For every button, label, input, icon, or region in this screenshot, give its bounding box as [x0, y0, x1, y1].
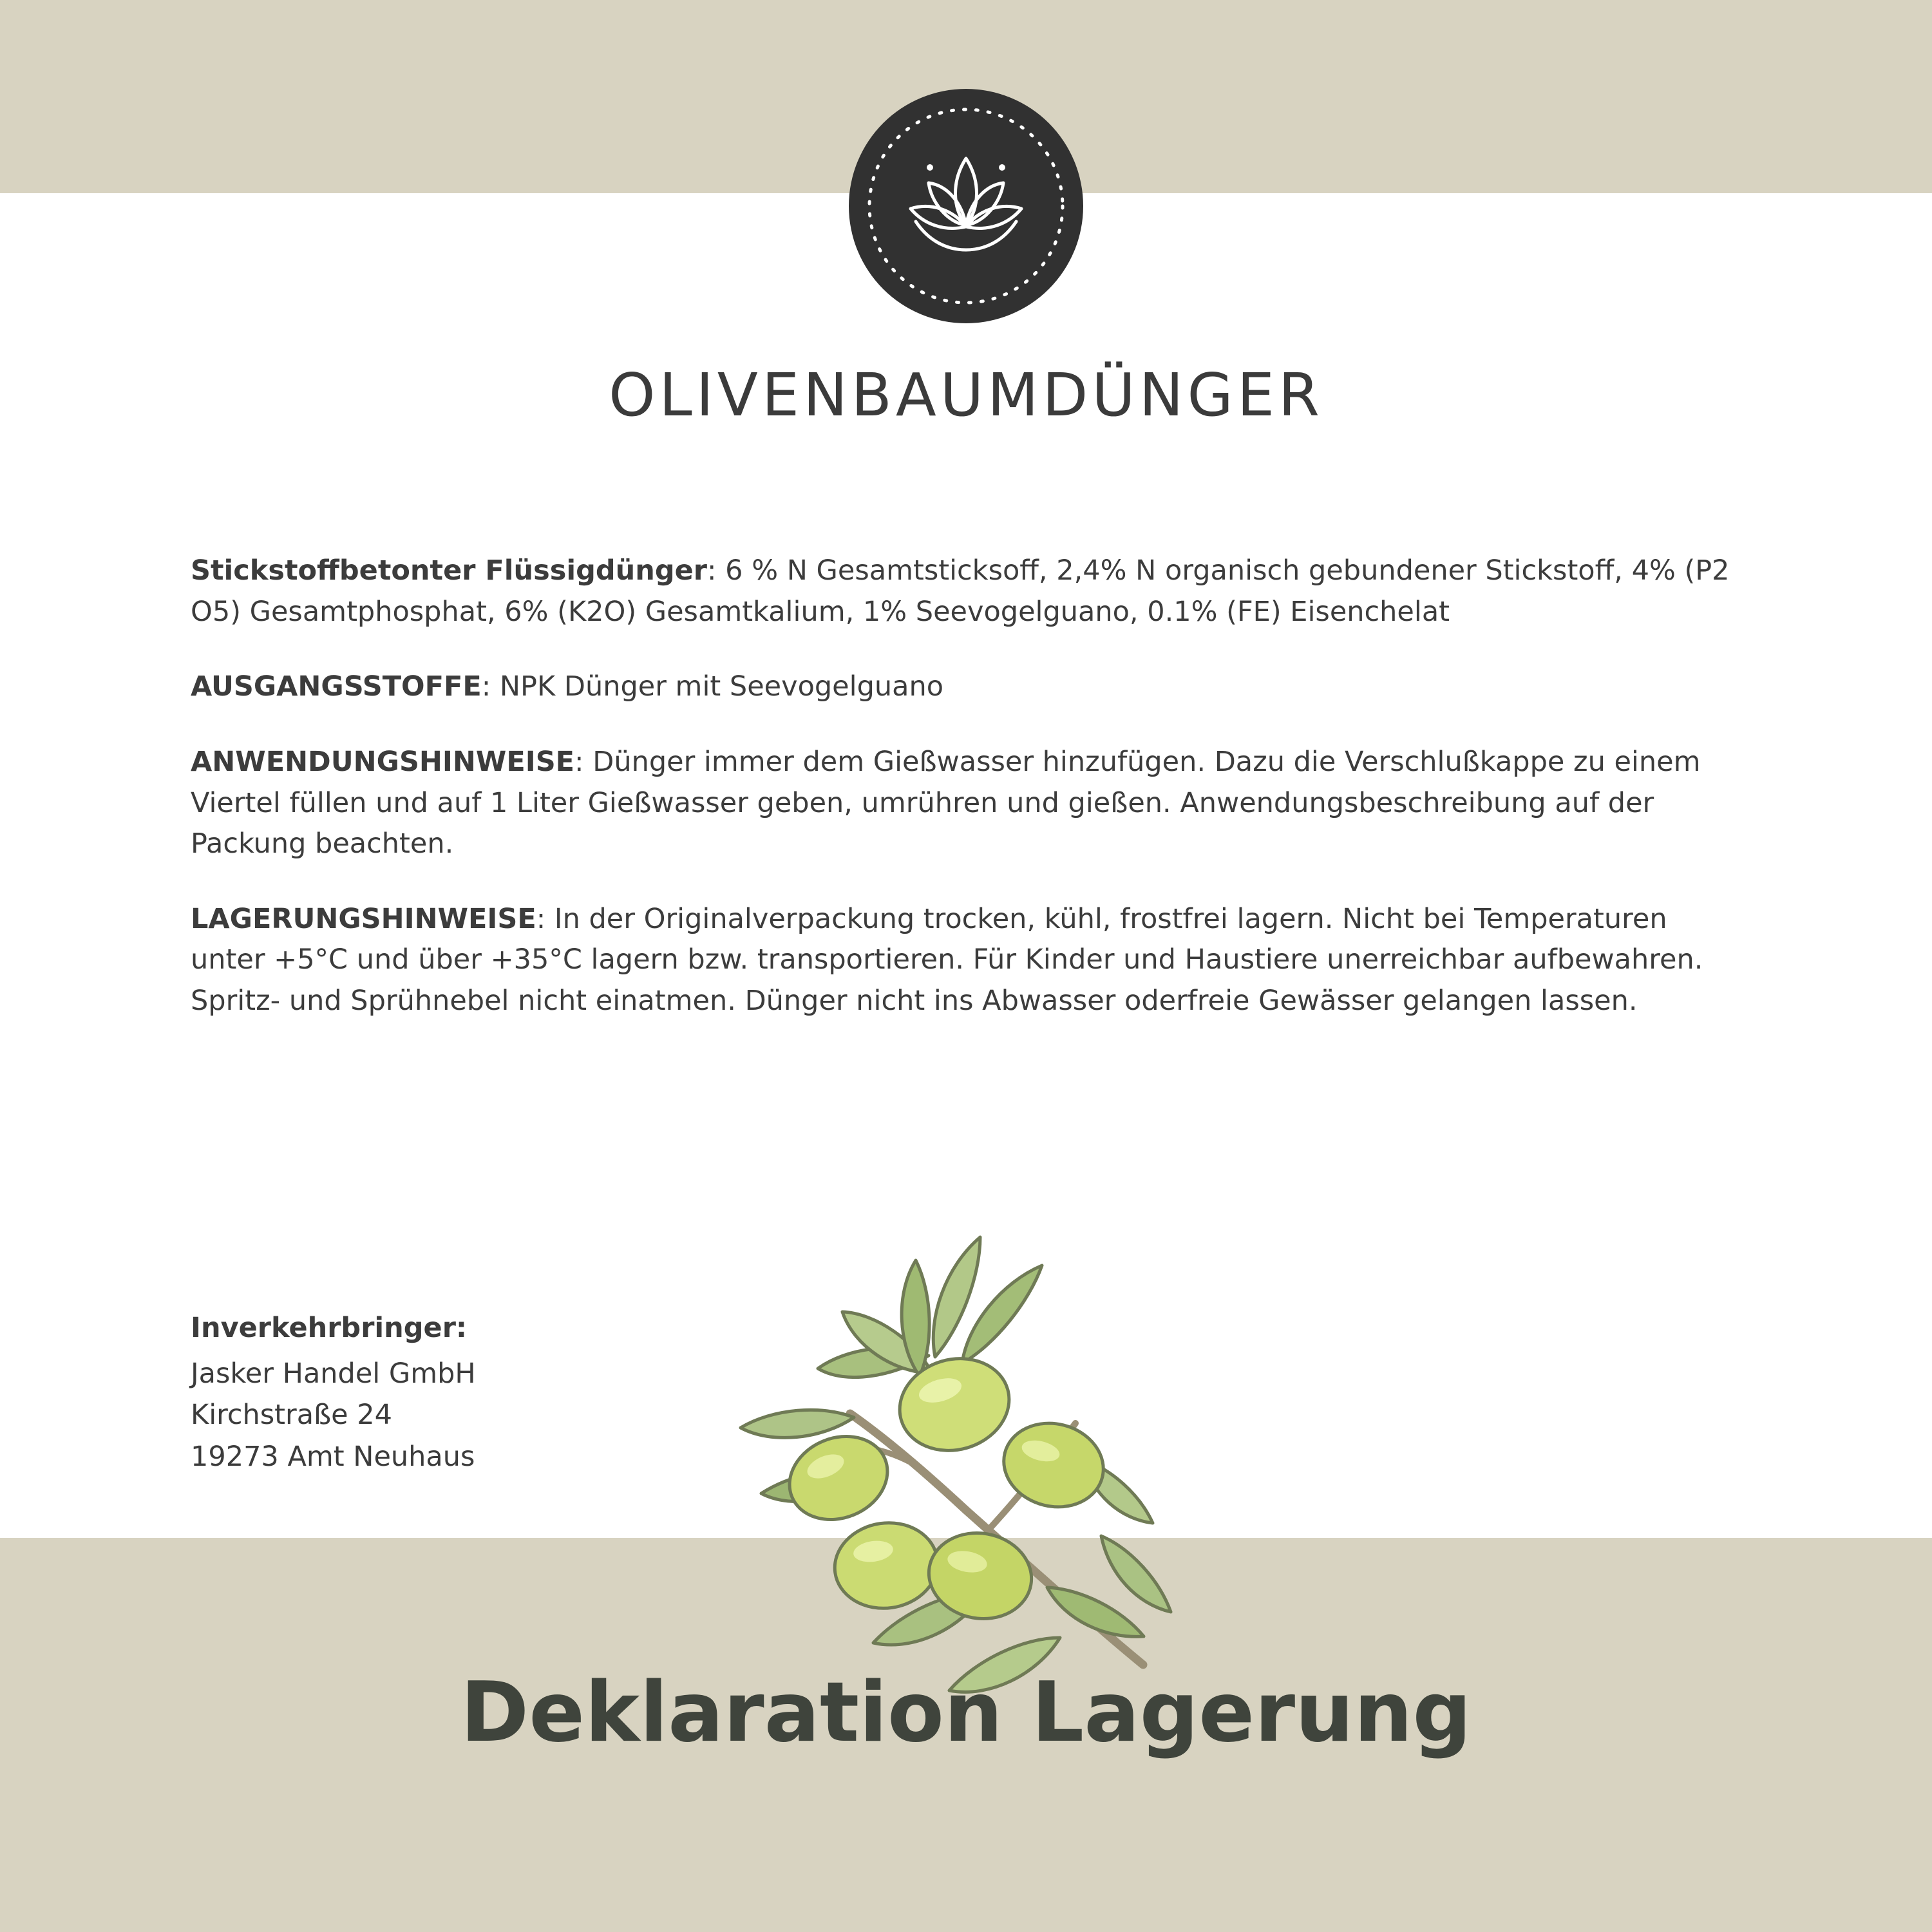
- page-title: OLIVENBAUMDÜNGER: [609, 361, 1323, 430]
- section-usage-heading: ANWENDUNGSHINWEISE: [191, 745, 575, 778]
- lotus-flower-logo-badge: [849, 89, 1083, 323]
- section-raw-materials-body: NPK Dünger mit Seevogelguano: [499, 670, 944, 703]
- section-raw-materials-heading: AUSGANGSSTOFFE: [191, 670, 482, 703]
- section-raw-materials-separator: :: [481, 670, 500, 703]
- distributor-street: Kirchstraße 24: [191, 1399, 392, 1431]
- section-composition-body: 6 % N Gesamtsticksoff, 2,4% N organisch gebundener Stickstoff, 4% (P2 O5) Gesamtphosphat, 6% (K2O) Gesamtkalium, 1% Seevogelguano, 0.1% (FE) Eisenchelat: [191, 554, 1730, 628]
- section-storage-heading: LAGERUNGSHINWEISE: [191, 902, 536, 935]
- section-composition-heading: Stickstoffbetonter Flüssigdünger: [191, 554, 708, 587]
- olive-branch-illustration: [689, 1175, 1256, 1742]
- section-storage-body: In der Originalverpackung trocken, kühl, frostfrei lagern. Nicht bei Temperaturen unter +5°C und über +35°C lagern bzw. transportieren. Für Kinder und Haustiere unerreichbar aufbewahren. Spritz- und Sprühnebel nicht einatmen. Dünger nicht ins Abwasser oderfreie Gewässer gelangen lassen.: [191, 902, 1703, 1017]
- section-usage-separator: :: [574, 745, 593, 778]
- distributor-label: Inverkehrbringer:: [191, 1312, 468, 1344]
- section-composition-separator: :: [707, 554, 726, 587]
- bottom-headline: Deklaration Lagerung: [460, 1665, 1472, 1761]
- section-raw-materials: [191, 667, 1736, 708]
- distributor-company: Jasker Handel GmbH: [191, 1357, 476, 1390]
- section-storage-separator: :: [536, 902, 554, 935]
- declaration-text-block: [191, 551, 1736, 1022]
- section-usage: [191, 742, 1736, 865]
- section-usage-body: Dünger immer dem Gießwasser hinzufügen. Dazu die Verschlußkappe zu einem Viertel füllen und auf 1 Liter Gießwasser geben, umrühren und gießen. Anwendungsbeschreibung auf der Packung beachten.: [191, 745, 1701, 860]
- olive-branch-illustration-icon: [689, 1175, 1256, 1742]
- section-composition: [191, 551, 1736, 632]
- distributor-address: [191, 1307, 476, 1477]
- section-storage: [191, 899, 1736, 1022]
- distributor-city: 19273 Amt Neuhaus: [191, 1440, 475, 1473]
- lotus-flower-logo-icon: [849, 89, 1083, 323]
